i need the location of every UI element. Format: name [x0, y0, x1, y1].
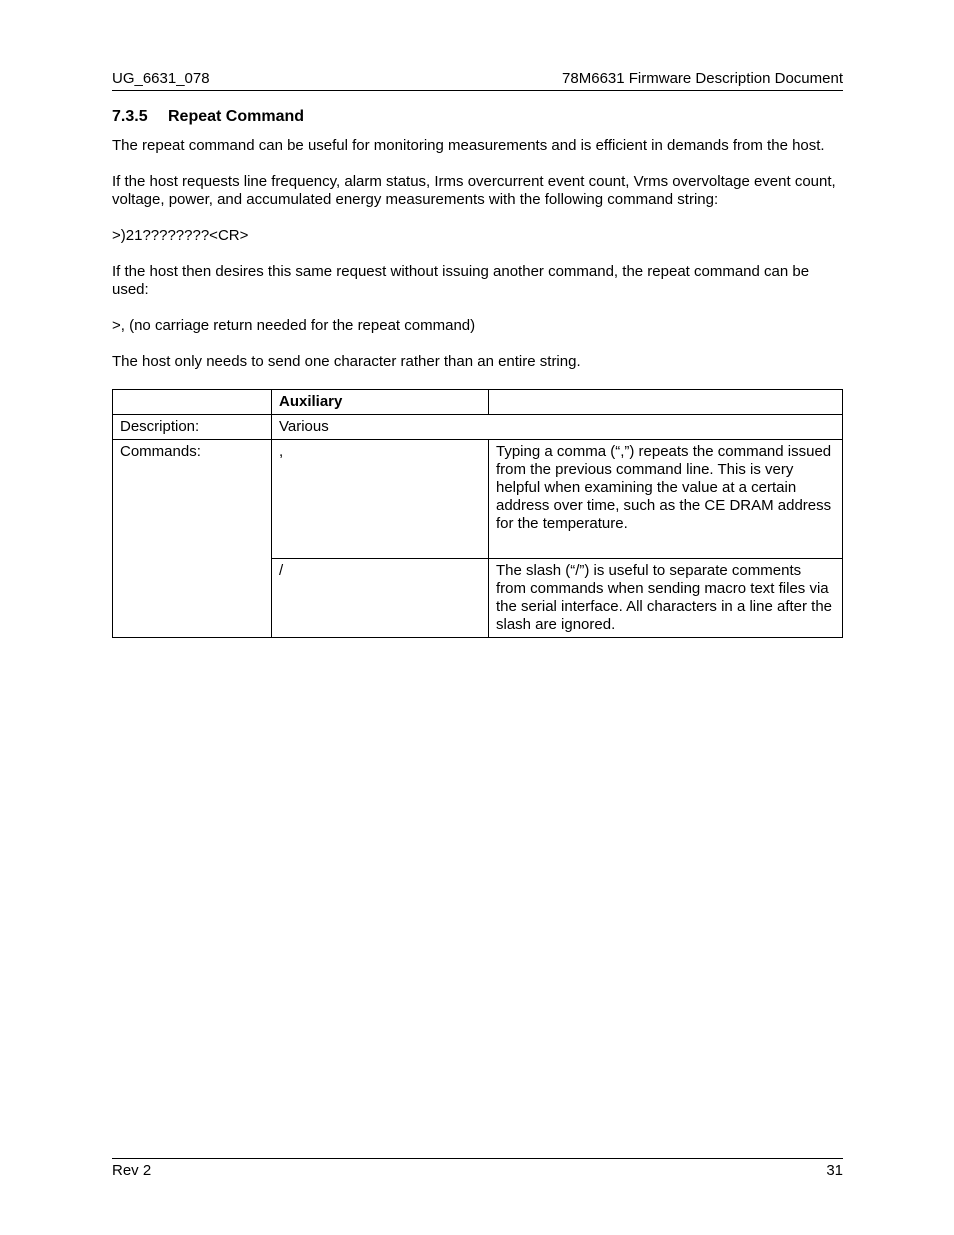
table-row-description	[113, 415, 843, 440]
table-header-cell-2: Auxiliary	[272, 390, 489, 415]
section-title: Repeat Command	[168, 108, 305, 125]
revision-label: Rev 2	[112, 1162, 152, 1179]
document-id: UG_6631_078	[112, 70, 210, 87]
command-symbol-slash: /	[272, 559, 489, 638]
page-header	[112, 70, 843, 91]
page-footer	[112, 1158, 843, 1179]
section-number: 7.3.5	[112, 108, 148, 125]
table-header-row	[113, 390, 843, 415]
description-label: Description:	[113, 415, 272, 440]
commands-label: Commands:	[113, 440, 272, 638]
paragraph-host-request: If the host requests line frequency, alarm status, Irms overcurrent event count, Vrms overvoltage event count, voltage, power, and accumulated energy measurements with the following command string:	[112, 173, 836, 208]
repeat-command-example: >, (no carriage return needed for the repeat command)	[112, 317, 476, 334]
document-title: 78M6631 Firmware Description Document	[562, 70, 843, 87]
table-header-cell-3	[489, 390, 843, 415]
command-description-comma: Typing a comma (“,”) repeats the command issued from the previous command line. This is very helpful when examining the value at a certain address over time, such as the CE DRAM address for the temperature.	[489, 440, 843, 559]
paragraph-one-character: The host only needs to send one character rather than an entire string.	[112, 353, 581, 370]
section-heading	[112, 107, 843, 127]
command-symbol-comma: ,	[272, 440, 489, 559]
command-table	[112, 389, 843, 638]
table-row-command-comma	[113, 440, 843, 559]
page-number: 31	[826, 1162, 843, 1179]
table-header-cell-1	[113, 390, 272, 415]
paragraph-intro: The repeat command can be useful for monitoring measurements and is efficient in demands from the host.	[112, 137, 825, 154]
paragraph-repeat-usage: If the host then desires this same request without issuing another command, the repeat command can be used:	[112, 263, 810, 298]
command-description-slash: The slash (“/”) is useful to separate comments from commands when sending macro text files via the serial interface. All characters in a line after the slash are ignored.	[489, 559, 843, 638]
command-string-example: >)21????????<CR>	[112, 227, 249, 244]
description-value: Various	[272, 415, 843, 440]
page-content	[112, 107, 843, 638]
